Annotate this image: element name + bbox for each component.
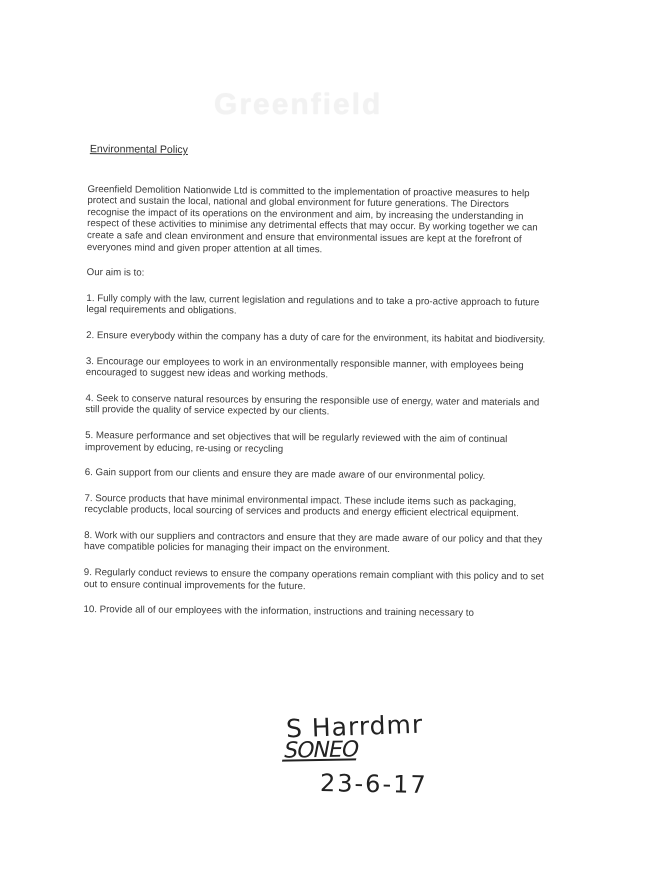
policy-item-5: 5. Measure performance and set objectives that will be regularly reviewed with the aim of continual improvement by educing, re-using or recycling — [84, 429, 508, 455]
policy-title: Environmental Policy — [89, 143, 188, 157]
signature-name: S Harrdmr — [285, 709, 424, 744]
company-watermark: Greenfield — [214, 88, 383, 121]
policy-content — [77, 138, 552, 634]
policy-item-7: 7. Source products that have minimal environmental impact. These include items such as packaging, recyclable products, local sourcing of services and products and energy efficient electrical equipment. — [84, 492, 519, 520]
signature-date: 23-6-17 — [319, 769, 428, 799]
policy-item-1: 1. Fully comply with the law, current legislation and regulations and to take a pro-active approach to future legal requirements and obligations. — [86, 292, 540, 317]
signature-mark: SONEO — [281, 737, 361, 764]
policy-item-10: 10. Provide all of our employees with the information, instructions and training necessary to — [83, 604, 474, 620]
policy-item-3: 3. Encourage our employees to work in an environmentally responsible manner, with employees being encouraged to suggest new ideas and working methods. — [85, 355, 524, 381]
policy-item-2: 2. Ensure everybody within the company has a duty of care for the environment, its habitat and biodiversity. — [86, 329, 546, 346]
policy-item-8: 8. Work with our suppliers and contractors and ensure that they are made aware of our policy and that they have compatible policies for managing their impact on the environment. — [84, 529, 543, 556]
policy-item-6: 6. Gain support from our clients and ensure they are made aware of our environmental policy. — [84, 467, 486, 482]
policy-intro: Greenfield Demolition Nationwide Ltd is committed to the implementation of proactive measures to help protect and sustain the local, national and global environment for future generations. The Directors recognise the impact of its operations on the environment and aim, by increasing the understanding in respect of these activities to minimise any detrimental effects that may occur. By working together we can create a safe and clean environment and ensure that environmental issues are kept at the forefront of everyones mind and given proper attention at all times. — [86, 183, 538, 255]
policy-item-4: 4. Seek to conserve natural resources by ensuring the responsible use of energy, water and materials and still provide the quality of service expected by our clients. — [85, 392, 540, 418]
aim-intro: Our aim is to: — [86, 267, 145, 279]
policy-item-9: 9. Regularly conduct reviews to ensure the company operations remain compliant with this policy and to set out to ensure continual improvements for the future. — [83, 567, 544, 592]
